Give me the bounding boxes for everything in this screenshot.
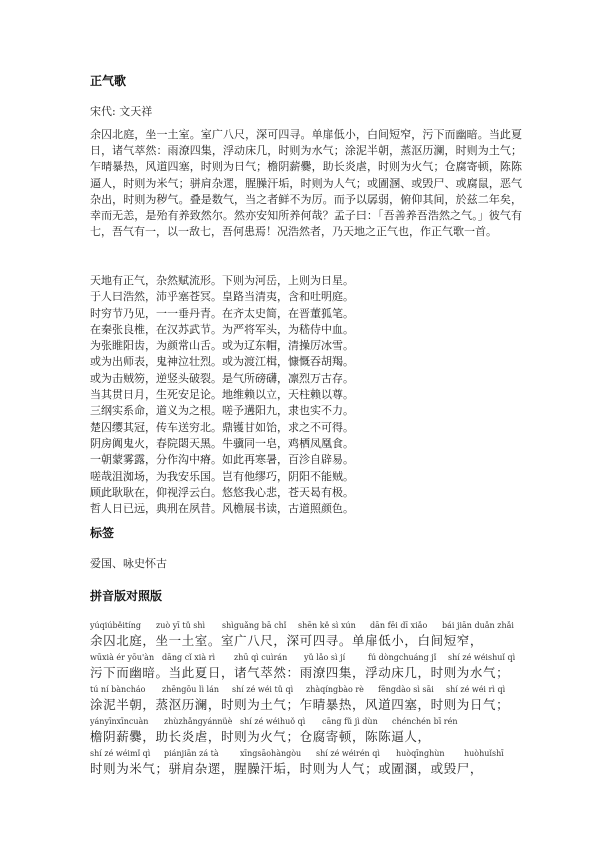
pinyin-segment: yúqiúběitíng	[90, 621, 141, 630]
poem-line: 在秦张良椎，在汉苏武节。为严将军头，为嵇侍中血。	[90, 322, 354, 336]
pinyin-segment: huòhuǐshī	[464, 749, 504, 758]
pinyin-segment: zuò yī tǔ shì	[156, 621, 206, 630]
pinyin-segment: chénchén bī rén	[392, 717, 458, 726]
poem-line: 或为击贼笏，逆竖头破裂。是气所磅礴，凛烈万古存。	[90, 371, 354, 385]
pinyin-segment: tú ní bàncháo	[90, 685, 146, 694]
poem-line: 顾此耿耿在，仰视浮云白。悠悠我心悲，苍天曷有极。	[90, 485, 354, 499]
pinyin-segment: shí zé wéi rì qì	[446, 685, 506, 694]
pinyin-segment: piánjiān zá tà	[164, 749, 219, 758]
tags-text: 爱国、咏史怀古	[90, 557, 167, 570]
tags-heading: 标签	[90, 526, 115, 540]
pinyin-section	[90, 621, 522, 781]
poem-line: 一朝蒙雾露，分作沟中瘠。如此再寒暑，百沴自辟易。	[90, 453, 354, 467]
poem-line: 阴房阗鬼火，春院閟天黑。牛骥同一皂，鸡栖凤凰食。	[90, 436, 354, 450]
pinyin-segment: zhū qì cuìrán	[234, 653, 288, 662]
pinyin-row	[90, 685, 522, 717]
hanzi-line: 污下而幽暗。当此夏日，诸气萃然：雨潦四集，浮动床几，时则为水气；	[90, 665, 510, 680]
poem-line: 为张睢阳齿，为颜常山舌。或为辽东帽，清操厉冰雪。	[90, 339, 354, 353]
pinyin-segment: dān fēi dī xiǎo	[370, 621, 428, 630]
pinyin-row	[90, 621, 522, 653]
pinyin-segment: yǔ lǎo sì jí	[304, 653, 346, 662]
pinyin-segment: huòqīnghùn	[396, 749, 445, 758]
pinyin-segment: zhùzhǎngyánnüè	[164, 717, 233, 726]
pinyin-segment: shí zé wéi tǔ qì	[232, 685, 294, 694]
pinyin-segment: fēngdào sì sāi	[378, 685, 434, 694]
poem-line: 嗟哉沮洳场，为我安乐国。岂有他缪巧，阴阳不能贼。	[90, 469, 354, 483]
poem-line: 哲人日已远，典刑在夙昔。风檐展书读，古道照颜色。	[90, 502, 354, 516]
hanzi-line: 时则为米气；骈肩杂遝，腥臊汗垢，时则为人气；或圊溷，或毁尸，	[90, 761, 484, 776]
pinyin-segment: fú dòngchuáng jǐ	[368, 653, 437, 662]
pinyin-heading: 拼音版对照版	[90, 589, 163, 603]
pinyin-segment: shí zé wéimǐ qì	[90, 749, 151, 758]
poem-line: 楚囚缨其冠，传车送穷北。鼎镬甘如饴，求之不可得。	[90, 420, 354, 434]
pinyin-segment: shēn kě sì xún	[298, 621, 356, 630]
pinyin-segment: shìguǎng bā chǐ	[222, 621, 287, 630]
poem-line: 当其贯日月，生死安足论。地维赖以立，天柱赖以尊。	[90, 388, 354, 402]
pinyin-segment: shí zé wéihuǒ qì	[240, 717, 306, 726]
poem-line: 或为出师表，鬼神泣壮烈。或为渡江楫，慷慨吞胡羯。	[90, 355, 354, 369]
pinyin-row	[90, 717, 522, 749]
pinyin-segment: xīngsāohàngòu	[240, 749, 302, 758]
pinyin-row	[90, 749, 522, 781]
pinyin-segment: wūxià ér yōu'àn	[90, 653, 155, 662]
pinyin-segment: zhàqíngbào rè	[306, 685, 364, 694]
poem-line: 天地有正气，杂然赋流形。下则为河岳，上则为日星。	[90, 274, 354, 287]
hanzi-line: 余囚北庭，坐一土室。室广八尺，深可四寻。单扉低小，白间短窄，	[90, 633, 484, 648]
pinyin-segment: bái jiān duǎn zhǎi	[442, 621, 514, 630]
pinyin-segment: yányīnxīncuàn	[90, 717, 149, 726]
poem-title: 正气歌	[90, 74, 127, 88]
hanzi-line: 涂泥半朝，蒸沤历澜，时则为土气；乍晴暴热，风道四塞，时则为日气；	[90, 697, 510, 712]
pinyin-segment: shí zé wéishuǐ qì	[448, 653, 516, 662]
author-line: 宋代: 文天祥	[90, 105, 153, 118]
pinyin-segment: zhēngōu lì lán	[162, 685, 220, 694]
poem-line: 三纲实系命，道义为之根。嗟予遘阳九，隶也实不力。	[90, 404, 354, 418]
poem-line: 于人曰浩然，沛乎塞苍冥。皇路当清夷，含和吐明庭。	[90, 290, 354, 304]
preface-paragraph: 余囚北庭，坐一土室。室广八尺，深可四寻。单扉低小，白间短窄，污下而幽暗。当此夏日，诸气萃然：雨潦四集，浮动床几，时则为水气；涂泥半朝，蒸沤历澜，时则为土气；乍晴暴热，风道四塞，时则为日气；檐阴薪爨，助长炎虐，时则为火气；仓腐寄顿，陈陈逼人，时则为米气；骈肩杂遝，腥臊汗垢，时则为人气；或圊溷、或毁尸、或腐鼠，恶气杂出，时则为秽气。叠是数气，当之者鲜不为厉。而予以孱弱，俯仰其间，於兹二年矣，幸而无恙，是殆有养致然尔。然亦安知所养何哉？孟子曰：「吾善养吾浩然之气。」彼气有七，吾气有一，以一敌七，吾何患焉！况浩然者，乃天地之正气也，作正气歌一首。	[90, 128, 522, 239]
hanzi-line: 檐阴薪爨，助长炎虐，时则为火气；仓腐寄顿，陈陈逼人，	[90, 729, 431, 744]
poem-body	[90, 273, 354, 517]
pinyin-segment: cāng fǔ jì dùn	[322, 717, 378, 726]
pinyin-row	[90, 653, 522, 685]
poem-line: 时穷节乃见，一一垂丹青。在齐太史简，在晋董狐笔。	[90, 306, 354, 320]
pinyin-segment: shí zé wéirén qì	[316, 749, 380, 758]
pinyin-segment: dāng cǐ xià rì	[162, 653, 216, 662]
